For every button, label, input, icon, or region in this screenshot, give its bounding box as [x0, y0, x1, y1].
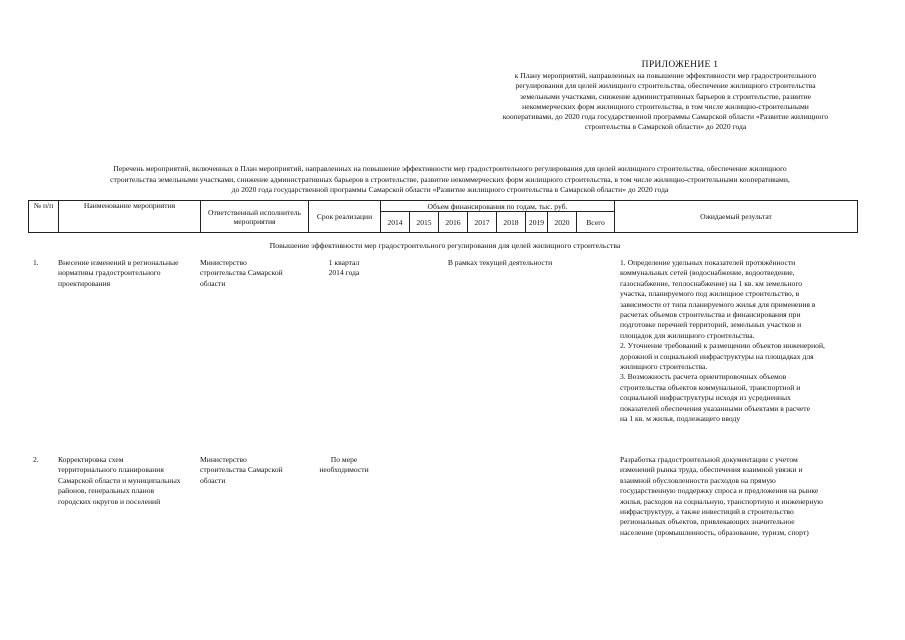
section-title: Повышение эффективности мер градостроительного регулирования для целей жилищного строительства — [269, 241, 621, 250]
text-line: районов, генеральных планов — [58, 486, 155, 496]
row-name — [58, 455, 200, 507]
appendix-line: земельными участками, снижение административных барьеров в строительстве, развитие — [519, 91, 812, 101]
appendix-line: к Плану мероприятий, направленных на повышение эффективности мер градостроительного — [514, 71, 817, 80]
text-line: площадок для жилищного строительства. — [620, 330, 755, 340]
intro-line: Перечень мероприятий, включенных в План мероприятий, направленных на повышение эффективности мер градостроительного регулирования для целей жилищного строительства, обеспечение жилищного — [113, 164, 787, 173]
text-line: Министерство — [200, 455, 247, 464]
text-line: 2014 года — [328, 268, 360, 278]
text-line: показателей обеспечения указанными объектами в расчете — [620, 403, 810, 413]
row-name — [58, 258, 200, 289]
header-year: 2015 — [410, 212, 439, 233]
text-line: коммунальных сетей (водоснабжение, водоотведение, — [620, 268, 795, 278]
text-line: газоснабжение, теплоснабжение) на 1 кв. км земельного — [620, 278, 803, 288]
header-total: Всего — [577, 212, 615, 233]
text-line: инфраструктуру, а также инвестиций в строительство — [620, 507, 794, 517]
table-header — [28, 200, 858, 233]
text-line: Разработка градостроительной документации с учетом — [620, 455, 798, 464]
text-line: необходимости — [319, 465, 369, 475]
text-line: Министерство — [200, 258, 247, 267]
text-line: государственную поддержку спроса и предложения на рынке — [620, 486, 819, 496]
appendix-line: кооперативами, до 2020 года государственной программы Самарской области «Развитие жилищного — [502, 112, 829, 122]
row-result — [620, 258, 863, 425]
row-executor — [200, 455, 308, 486]
row-term — [308, 455, 380, 476]
text-line: взаимной обусловленности расходов на прямую — [620, 475, 776, 485]
header-name: Наименование мероприятия — [59, 201, 201, 233]
text-line: Самарской области и муниципальных — [58, 475, 181, 485]
text-line: 3. Возможность расчета ориентировочных объемов — [620, 372, 787, 382]
row-result — [620, 455, 863, 538]
row-number: 2. — [33, 455, 39, 464]
row-number: 1. — [33, 258, 39, 267]
header-year: 2019 — [526, 212, 548, 233]
text-line: строительства Самарской — [200, 268, 283, 278]
appendix-caption — [468, 71, 863, 133]
intro-line: строительства земельными участками, снижение административных барьеров в строительстве, развитие некоммерческих форм жилищного строительства, в том числе жилищно-строительными кооперативами, — [110, 174, 790, 184]
text-line: жилья, расходов на социальную, транспортную и инженерную — [620, 496, 823, 506]
text-line: нормативы градостроительного — [58, 268, 161, 278]
text-line: проектирования — [58, 278, 111, 288]
text-line: строительства объектов коммунальной, транспортной и — [620, 382, 801, 392]
text-line: дорожной и социальной инфраструктуры на площадках для — [620, 351, 814, 361]
text-line: жилищного строительства. — [620, 362, 708, 372]
header-num: № п/п — [29, 201, 59, 233]
text-line: социальной инфраструктуры исходя из усредненных — [620, 393, 791, 403]
text-line: территориального планирования — [58, 465, 164, 475]
text-line: 2. Уточнение требований к размещению объектов инженерной, — [620, 341, 825, 351]
text-line: Внесение изменений в региональные — [58, 258, 179, 267]
text-line: расчетах объемов строительства и финансирования при — [620, 310, 801, 320]
text-line: участка, планируемого под жилищное строительство, в — [620, 289, 800, 299]
header-result: Ожидаемый результат — [615, 201, 858, 233]
text-line: изменений рынка труда, обеспечения взаимной увязки и — [620, 465, 803, 475]
text-line: 1 квартал — [328, 258, 360, 267]
text-line: Корректировка схем — [58, 455, 124, 464]
text-line: на 1 кв. м жилья, подлежащего вводу — [620, 414, 741, 424]
row-executor — [200, 258, 308, 289]
text-line: области — [200, 278, 226, 288]
text-line: городских округов и поселений — [58, 496, 161, 506]
header-year: 2014 — [381, 212, 410, 233]
text-line: население (промышленность, образование, туризм, спорт) — [620, 527, 809, 537]
document-intro — [20, 164, 880, 196]
text-line: региональных объектов, привлекающих значительное — [620, 517, 795, 527]
text-line: 1. Определение удельных показателей протяжённости — [620, 258, 796, 267]
text-line: области — [200, 475, 226, 485]
appendix-line: строительства в Самарской области» до 2020 года — [584, 122, 747, 132]
row-term — [308, 258, 380, 279]
header-year: 2020 — [548, 212, 577, 233]
text-line: зависимости от типа планируемого жилья для применения в — [620, 299, 816, 309]
appendix-line: некоммерческих форм жилищного строительства, в том числе жилищно-строительными — [522, 101, 809, 111]
intro-line: до 2020 года государственной программы Самарской области «Развитие жилищного строительства в Самарской области» до 2020 года — [231, 185, 669, 194]
header-executor: Ответственный исполнитель мероприятия — [201, 201, 309, 233]
header-year: 2017 — [468, 212, 497, 233]
appendix-title: ПРИЛОЖЕНИЕ 1 — [641, 60, 719, 70]
row-funding: В рамках текущей деятельности — [447, 258, 553, 267]
text-line: По мере — [330, 455, 358, 464]
header-year: 2018 — [497, 212, 526, 233]
text-line: строительства Самарской — [200, 465, 283, 475]
appendix-line: регулирования для целей жилищного строительства, обеспечение жилищного строительства — [515, 81, 816, 91]
header-funding: Объем финансирования по годам, тыс. руб. — [381, 201, 615, 212]
text-line: подготовке перечней территорий, земельных участков и — [620, 320, 802, 330]
header-term: Срок реализации — [309, 201, 381, 233]
header-year: 2016 — [439, 212, 468, 233]
